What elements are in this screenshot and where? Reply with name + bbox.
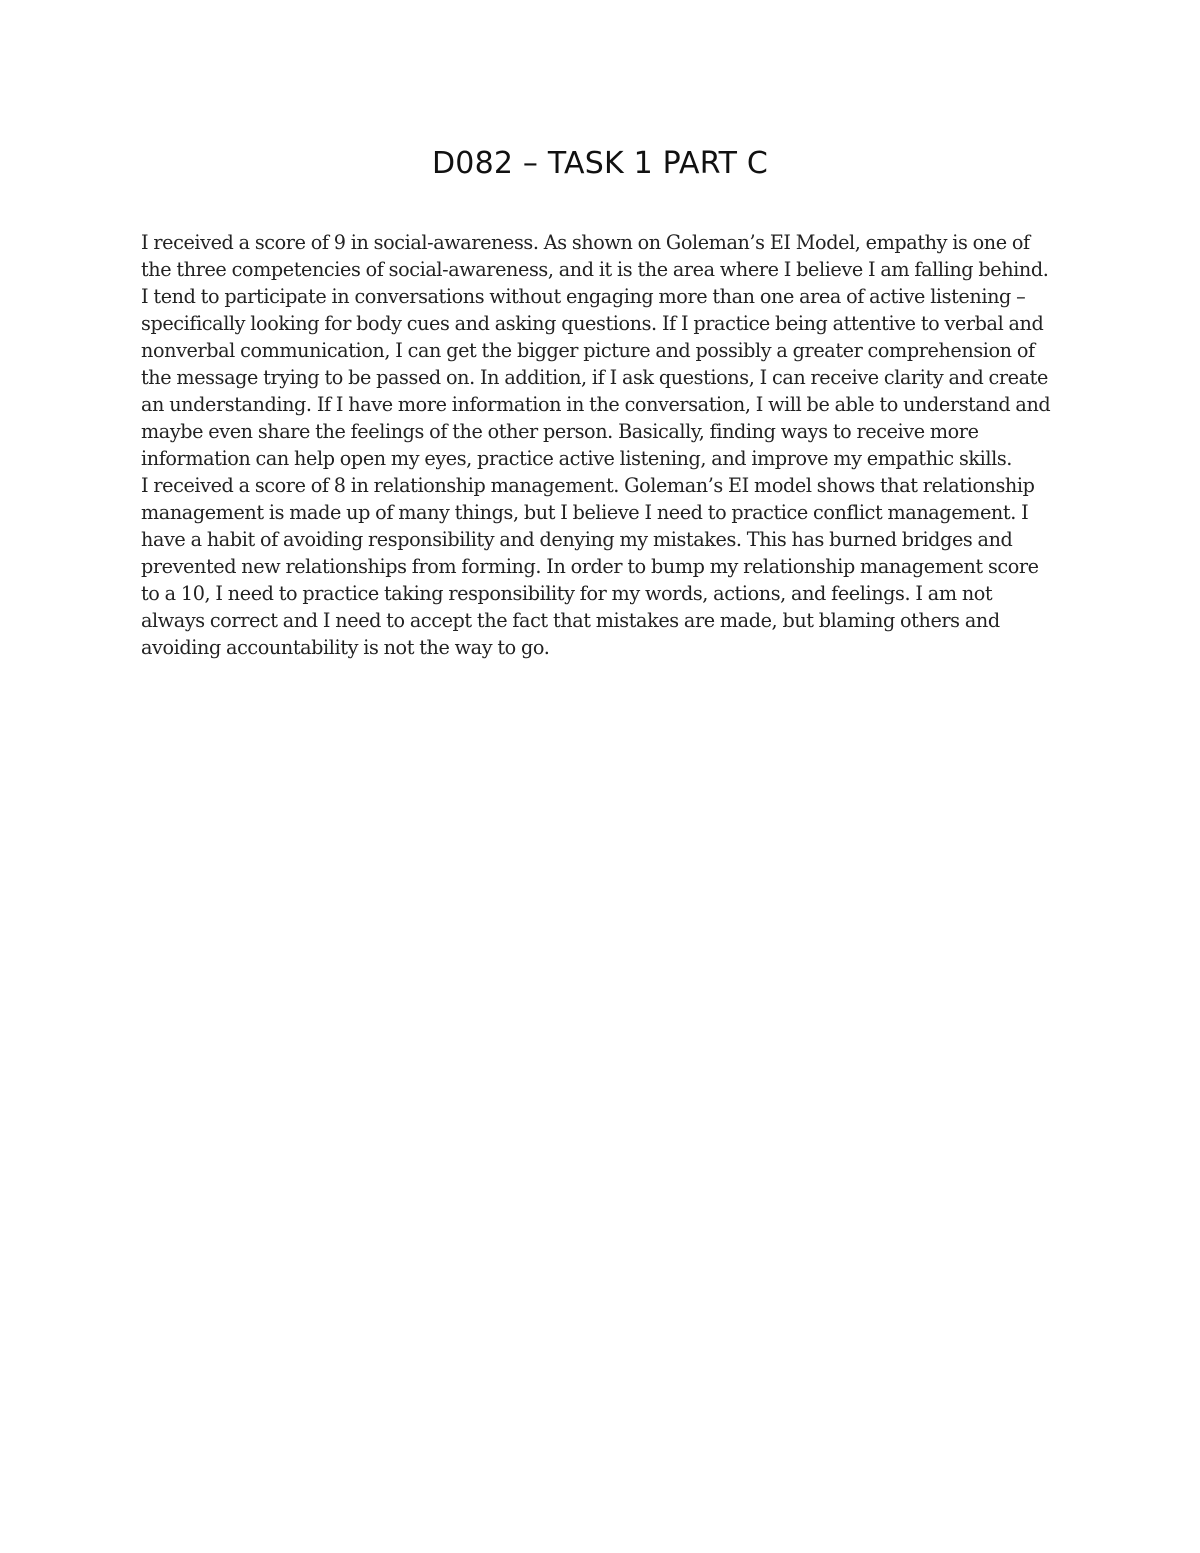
body-line: information can help open my eyes, practice active listening, and improve my empathic skills.: [141, 447, 1012, 470]
body-line: avoiding accountability is not the way to go.: [141, 636, 550, 659]
document-body: [141, 229, 1066, 661]
body-line: the three competencies of social-awareness, and it is the area where I believe I am falling behind.: [141, 258, 1049, 281]
body-line: I received a score of 8 in relationship management. Goleman’s EI model shows that relationship: [141, 474, 1035, 497]
body-line: nonverbal communication, I can get the bigger picture and possibly a greater comprehension of: [141, 339, 1035, 362]
body-line: have a habit of avoiding responsibility and denying my mistakes. This has burned bridges and: [141, 528, 1013, 551]
body-line: specifically looking for body cues and asking questions. If I practice being attentive to verbal and: [141, 312, 1044, 335]
body-line: the message trying to be passed on. In addition, if I ask questions, I can receive clarity and create: [141, 366, 1048, 389]
document-title: D082 – TASK 1 PART C: [432, 146, 768, 181]
body-line: I received a score of 9 in social-awareness. As shown on Goleman’s EI Model, empathy is one of: [141, 231, 1030, 254]
body-line: an understanding. If I have more information in the conversation, I will be able to understand and: [141, 393, 1051, 416]
body-line: maybe even share the feelings of the other person. Basically, finding ways to receive more: [141, 420, 979, 443]
body-line: management is made up of many things, but I believe I need to practice conflict management. I: [141, 501, 1029, 524]
body-line: to a 10, I need to practice taking responsibility for my words, actions, and feelings. I am not: [141, 582, 993, 605]
body-line: I tend to participate in conversations without engaging more than one area of active listening –: [141, 285, 1026, 308]
body-line: prevented new relationships from forming. In order to bump my relationship management score: [141, 555, 1039, 578]
body-line: always correct and I need to accept the fact that mistakes are made, but blaming others and: [141, 609, 1000, 632]
